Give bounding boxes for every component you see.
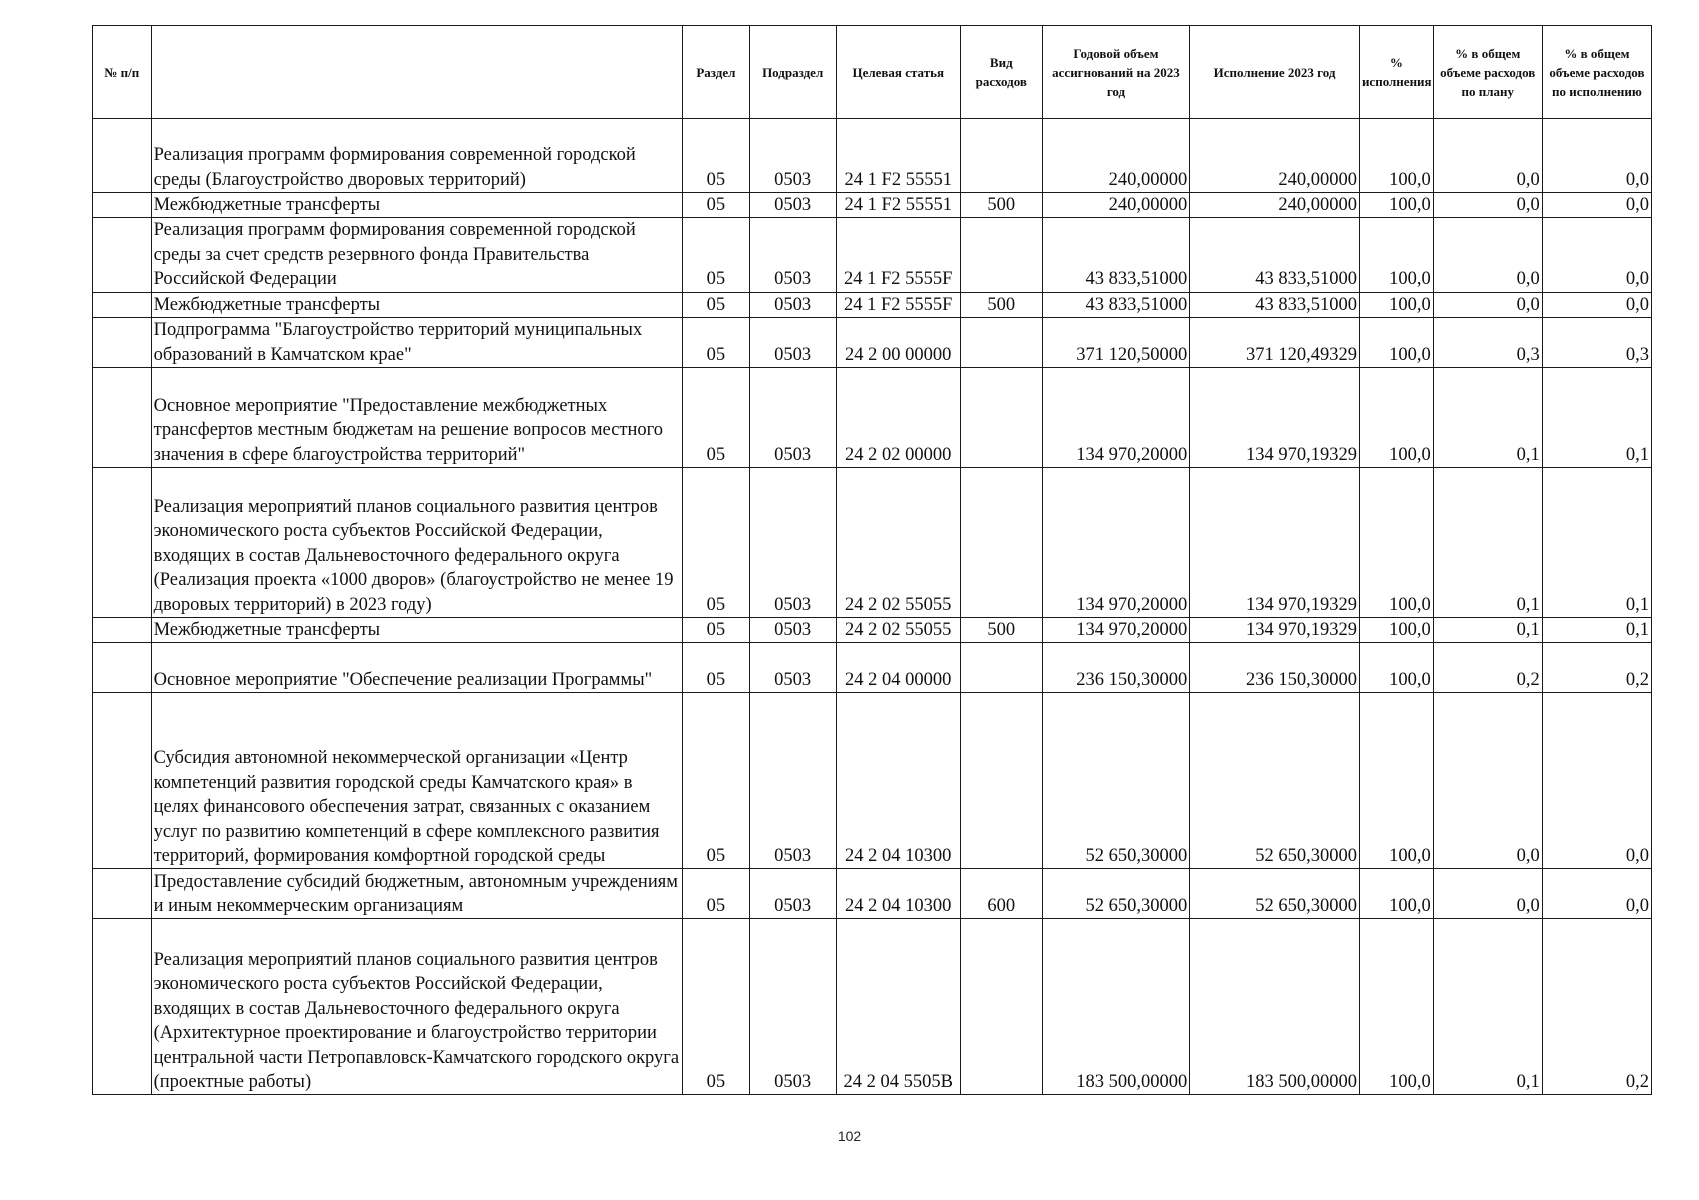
table-row: [93, 618, 1652, 643]
cell-fact: 52 650,30000: [1190, 869, 1360, 919]
cell-share-fact: 0,1: [1542, 368, 1651, 468]
header-fact: Исполнение 2023 год: [1190, 26, 1360, 119]
cell-target: 24 1 F2 55551: [836, 193, 960, 218]
cell-fact: 43 833,51000: [1190, 292, 1360, 317]
cell-share-plan: 0,0: [1433, 292, 1542, 317]
cell-subsection: 0503: [749, 869, 836, 919]
cell-pct: 100,0: [1359, 193, 1433, 218]
table-body: [93, 119, 1652, 1095]
cell-num: [93, 693, 152, 869]
cell-pct: 100,0: [1359, 643, 1433, 693]
cell-fact: 134 970,19329: [1190, 468, 1360, 618]
cell-fact: 134 970,19329: [1190, 618, 1360, 643]
table-header-row: [93, 26, 1652, 119]
cell-pct: 100,0: [1359, 618, 1433, 643]
cell-share-plan: 0,1: [1433, 618, 1542, 643]
cell-section: 05: [683, 468, 750, 618]
cell-expense-type: [960, 468, 1042, 618]
cell-name: Субсидия автономной некоммерческой организации «Центр компетенций развития городской среды Камчатского края» в целях финансового обеспечения затрат, связанных с оказанием услуг по развитию компетенций в сфере комплексного развития территорий, формирования комфортной городской среды: [151, 693, 682, 869]
cell-pct: 100,0: [1359, 292, 1433, 317]
cell-section: 05: [683, 919, 750, 1095]
cell-target: 24 2 04 10300: [836, 693, 960, 869]
cell-name: Реализация мероприятий планов социального развития центров экономического роста субъектов Российской Федерации, входящих в состав Дальневосточного федерального округа (Архитектурное проектирование и благоустройство территории центральной части Петропавловск-Камчатского городского округа (проектные работы): [151, 919, 682, 1095]
cell-pct: 100,0: [1359, 468, 1433, 618]
cell-expense-type: [960, 643, 1042, 693]
cell-expense-type: 500: [960, 292, 1042, 317]
cell-section: 05: [683, 119, 750, 193]
cell-share-fact: 0,2: [1542, 919, 1651, 1095]
cell-target: 24 2 00 00000: [836, 318, 960, 368]
cell-fact: 52 650,30000: [1190, 693, 1360, 869]
cell-section: 05: [683, 318, 750, 368]
table-row: [93, 919, 1652, 1095]
budget-execution-table: [92, 25, 1652, 1095]
cell-share-fact: 0,0: [1542, 193, 1651, 218]
cell-target: 24 1 F2 5555F: [836, 218, 960, 292]
cell-plan: 236 150,30000: [1042, 643, 1190, 693]
cell-subsection: 0503: [749, 292, 836, 317]
cell-share-plan: 0,0: [1433, 693, 1542, 869]
cell-target: 24 2 02 55055: [836, 468, 960, 618]
cell-expense-type: [960, 919, 1042, 1095]
header-pct: % исполнения: [1359, 26, 1433, 119]
cell-expense-type: [960, 318, 1042, 368]
cell-name: Основное мероприятие "Обеспечение реализации Программы": [151, 643, 682, 693]
cell-target: 24 1 F2 55551: [836, 119, 960, 193]
cell-share-plan: 0,3: [1433, 318, 1542, 368]
cell-pct: 100,0: [1359, 869, 1433, 919]
cell-target: 24 1 F2 5555F: [836, 292, 960, 317]
cell-plan: 43 833,51000: [1042, 218, 1190, 292]
header-subsection: Подраздел: [749, 26, 836, 119]
cell-section: 05: [683, 869, 750, 919]
cell-num: [93, 468, 152, 618]
cell-name: Межбюджетные трансферты: [151, 618, 682, 643]
cell-plan: 183 500,00000: [1042, 919, 1190, 1095]
cell-section: 05: [683, 218, 750, 292]
header-target: Целевая статья: [836, 26, 960, 119]
cell-fact: 134 970,19329: [1190, 368, 1360, 468]
cell-subsection: 0503: [749, 468, 836, 618]
cell-num: [93, 292, 152, 317]
cell-name: Реализация программ формирования современной городской среды за счет средств резервного фонда Правительства Российской Федерации: [151, 218, 682, 292]
table-row: [93, 643, 1652, 693]
header-name: [151, 26, 682, 119]
cell-target: 24 2 02 55055: [836, 618, 960, 643]
table-row: [93, 468, 1652, 618]
cell-share-fact: 0,0: [1542, 119, 1651, 193]
cell-share-fact: 0,1: [1542, 618, 1651, 643]
cell-expense-type: [960, 693, 1042, 869]
cell-plan: 52 650,30000: [1042, 869, 1190, 919]
cell-section: 05: [683, 193, 750, 218]
cell-section: 05: [683, 643, 750, 693]
table-row: [93, 119, 1652, 193]
cell-plan: 134 970,20000: [1042, 468, 1190, 618]
cell-target: 24 2 04 00000: [836, 643, 960, 693]
cell-expense-type: 500: [960, 618, 1042, 643]
cell-target: 24 2 04 5505В: [836, 919, 960, 1095]
cell-share-fact: 0,0: [1542, 292, 1651, 317]
cell-expense-type: [960, 218, 1042, 292]
cell-subsection: 0503: [749, 618, 836, 643]
cell-subsection: 0503: [749, 119, 836, 193]
table-row: [93, 292, 1652, 317]
cell-num: [93, 193, 152, 218]
cell-subsection: 0503: [749, 318, 836, 368]
cell-name: Подпрограмма "Благоустройство территорий муниципальных образований в Камчатском крае": [151, 318, 682, 368]
header-plan: Годовой объем ассигнований на 2023 год: [1042, 26, 1190, 119]
cell-share-plan: 0,1: [1433, 919, 1542, 1095]
cell-fact: 371 120,49329: [1190, 318, 1360, 368]
cell-share-fact: 0,1: [1542, 468, 1651, 618]
cell-fact: 236 150,30000: [1190, 643, 1360, 693]
table-row: [93, 869, 1652, 919]
cell-plan: 240,00000: [1042, 193, 1190, 218]
cell-num: [93, 869, 152, 919]
cell-subsection: 0503: [749, 193, 836, 218]
cell-fact: 240,00000: [1190, 193, 1360, 218]
cell-plan: 43 833,51000: [1042, 292, 1190, 317]
cell-share-fact: 0,0: [1542, 218, 1651, 292]
header-share-plan: % в общем объеме расходов по плану: [1433, 26, 1542, 119]
cell-plan: 52 650,30000: [1042, 693, 1190, 869]
page-number: 102: [837, 1128, 862, 1144]
cell-pct: 100,0: [1359, 218, 1433, 292]
cell-expense-type: 600: [960, 869, 1042, 919]
cell-share-plan: 0,1: [1433, 368, 1542, 468]
cell-subsection: 0503: [749, 218, 836, 292]
cell-plan: 134 970,20000: [1042, 618, 1190, 643]
table-row: [93, 368, 1652, 468]
cell-name: Реализация программ формирования современной городской среды (Благоустройство дворовых территорий): [151, 119, 682, 193]
cell-num: [93, 643, 152, 693]
cell-section: 05: [683, 618, 750, 643]
cell-share-plan: 0,0: [1433, 193, 1542, 218]
header-section: Раздел: [683, 26, 750, 119]
cell-subsection: 0503: [749, 919, 836, 1095]
cell-expense-type: 500: [960, 193, 1042, 218]
cell-name: Межбюджетные трансферты: [151, 292, 682, 317]
cell-name: Основное мероприятие "Предоставление межбюджетных трансфертов местным бюджетам на решение вопросов местного значения в сфере благоустройства территорий": [151, 368, 682, 468]
cell-section: 05: [683, 693, 750, 869]
table-row: [93, 193, 1652, 218]
cell-num: [93, 119, 152, 193]
cell-subsection: 0503: [749, 643, 836, 693]
cell-target: 24 2 02 00000: [836, 368, 960, 468]
cell-num: [93, 318, 152, 368]
cell-share-fact: 0,0: [1542, 693, 1651, 869]
cell-fact: 240,00000: [1190, 119, 1360, 193]
table-row: [93, 218, 1652, 292]
cell-plan: 371 120,50000: [1042, 318, 1190, 368]
cell-pct: 100,0: [1359, 318, 1433, 368]
cell-share-plan: 0,2: [1433, 643, 1542, 693]
cell-share-plan: 0,0: [1433, 119, 1542, 193]
cell-pct: 100,0: [1359, 119, 1433, 193]
cell-subsection: 0503: [749, 368, 836, 468]
cell-share-plan: 0,0: [1433, 218, 1542, 292]
header-num: № п/п: [93, 26, 152, 119]
table-row: [93, 318, 1652, 368]
cell-name: Предоставление субсидий бюджетным, автономным учреждениям и иным некоммерческим организациям: [151, 869, 682, 919]
cell-pct: 100,0: [1359, 919, 1433, 1095]
cell-num: [93, 368, 152, 468]
cell-section: 05: [683, 368, 750, 468]
cell-share-plan: 0,0: [1433, 869, 1542, 919]
cell-num: [93, 919, 152, 1095]
header-share-fact: % в общем объеме расходов по исполнению: [1542, 26, 1651, 119]
cell-share-fact: 0,0: [1542, 869, 1651, 919]
cell-fact: 43 833,51000: [1190, 218, 1360, 292]
cell-target: 24 2 04 10300: [836, 869, 960, 919]
cell-name: Реализация мероприятий планов социального развития центров экономического роста субъектов Российской Федерации, входящих в состав Дальневосточного федерального округа (Реализация проекта «1000 дворов» (благоустройство не менее 19 дворовых территорий) в 2023 году): [151, 468, 682, 618]
table-row: [93, 693, 1652, 869]
cell-pct: 100,0: [1359, 368, 1433, 468]
cell-fact: 183 500,00000: [1190, 919, 1360, 1095]
budget-table-sheet: [92, 25, 1652, 1095]
cell-pct: 100,0: [1359, 693, 1433, 869]
cell-name: Межбюджетные трансферты: [151, 193, 682, 218]
cell-num: [93, 618, 152, 643]
cell-subsection: 0503: [749, 693, 836, 869]
cell-share-fact: 0,2: [1542, 643, 1651, 693]
cell-share-fact: 0,3: [1542, 318, 1651, 368]
header-expense-type: Вид расходов: [960, 26, 1042, 119]
cell-plan: 134 970,20000: [1042, 368, 1190, 468]
cell-section: 05: [683, 292, 750, 317]
cell-share-plan: 0,1: [1433, 468, 1542, 618]
cell-expense-type: [960, 119, 1042, 193]
cell-num: [93, 218, 152, 292]
cell-expense-type: [960, 368, 1042, 468]
cell-plan: 240,00000: [1042, 119, 1190, 193]
